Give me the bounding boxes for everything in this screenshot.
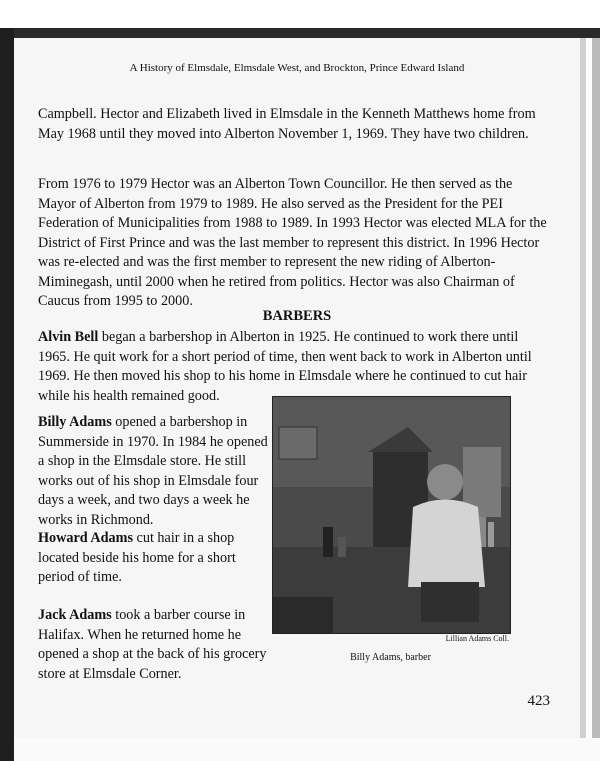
book-page: [14, 38, 586, 738]
barber-text: cut hair in a shop located beside his home for a short period of time.: [38, 530, 236, 585]
book-top-edge: [14, 28, 600, 38]
page-right-edge: [592, 38, 600, 761]
paragraph-billy-adams: [38, 413, 268, 530]
barber-name: Alvin Bell: [38, 329, 99, 345]
paragraph-jack-adams: [38, 606, 268, 684]
book-spine-edge: [0, 28, 14, 761]
barber-text: began a barbershop in Alberton in 1925. He continued to work there until 1965. He quit work for a short period of time, then went back to work in Alberton until 1969. He then moved his shop to his home in Elmsdale where he continued to cut hair while his health remained good.: [38, 329, 532, 404]
photo-caption: Billy Adams, barber: [350, 652, 431, 663]
barber-photo-illustration: [273, 397, 510, 633]
barber-name: Billy Adams: [38, 414, 112, 430]
photo-credit: Lillian Adams Coll.: [445, 634, 509, 643]
photo-billy-adams: [272, 396, 511, 634]
running-header: A History of Elmsdale, Elmsdale West, and Brockton, Prince Edward Island: [129, 62, 465, 74]
paragraph-hector-family: Campbell. Hector and Elizabeth lived in Elmsdale in the Kenneth Matthews home from May 1968 until they moved into Alberton November 1, 1969. They have two children.: [38, 106, 536, 142]
barber-text: opened a barbershop in Summerside in 1970. In 1984 he opened a shop in the Elmsdale store. He still works out of his shop in Elmsdale four days a week, and two days a week he works in Richmond.: [38, 414, 268, 528]
paragraph-hector-politics: From 1976 to 1979 Hector was an Alberton Town Councillor. He then served as the Mayor of Alberton from 1979 to 1989. He also served as the President for the PEI Federation of Municipalities from 1988 to 1989. In 1993 Hector was elected MLA for the District of First Prince and was the last member to represent this district. In 1996 Hector was re-elected and was the first member to represent the new riding of Alberton-Miminegash, until 2000 when he retired from politics. Hector was also Chairman of Caucus from 1995 to 2000.: [38, 176, 547, 309]
section-title: BARBERS: [262, 308, 332, 324]
paragraph-howard-adams: [38, 529, 268, 588]
barber-name: Howard Adams: [38, 530, 133, 546]
barber-text: took a barber course in Halifax. When he returned home he opened a shop at the back of his grocery store at Elmsdale Corner.: [38, 607, 267, 682]
book-bottom-edge: [14, 738, 600, 761]
barber-name: Jack Adams: [38, 607, 112, 623]
paragraph-alvin-bell: [38, 328, 552, 406]
page-number: 423: [527, 693, 550, 709]
